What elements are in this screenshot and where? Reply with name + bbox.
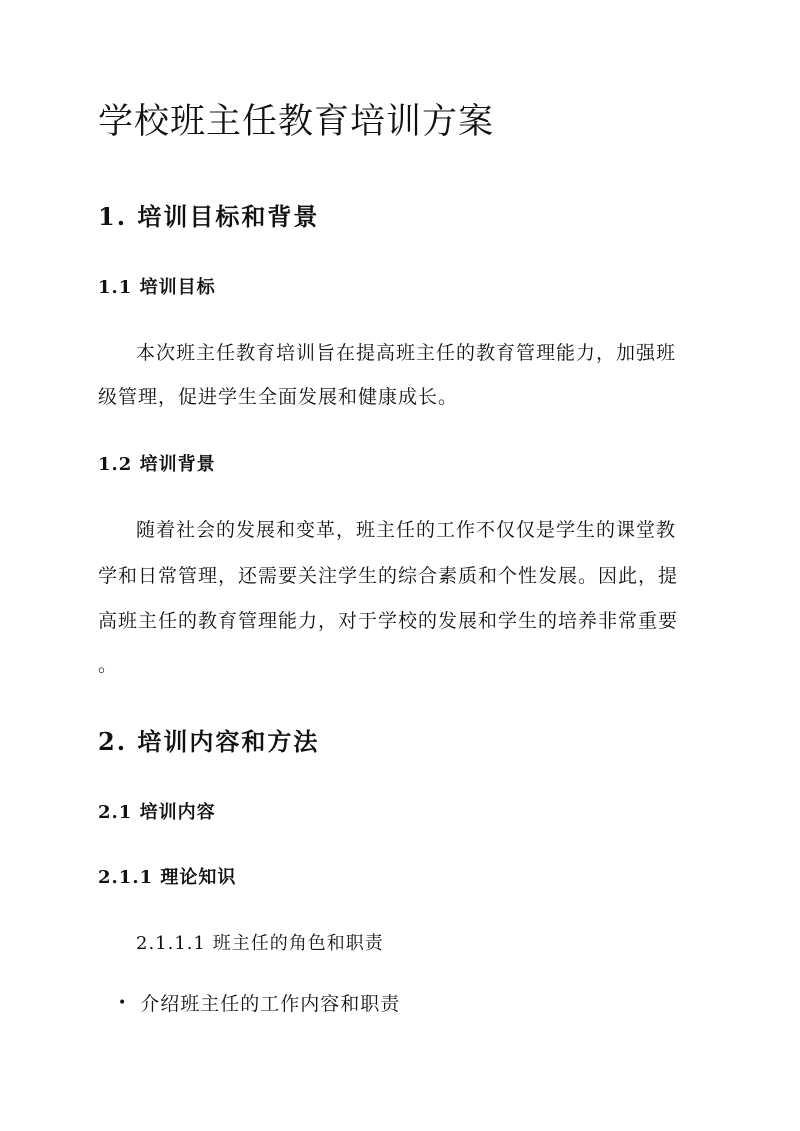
- document-title: 学校班主任教育培训方案: [98, 102, 495, 142]
- paragraph-line: 随着社会的发展和变革，班主任的工作不仅仅是学生的课堂教: [136, 519, 677, 541]
- paragraph-line: 本次班主任教育培训旨在提高班主任的教育管理能力，加强班: [136, 342, 677, 364]
- bullet-list-item: [118, 989, 400, 1016]
- paragraph-line: 学和日常管理，还需要关注学生的综合素质和个性发展。因此，提: [98, 565, 679, 587]
- paragraph-line: 高班主任的教育管理能力，对于学校的发展和学生的培养非常重要: [98, 610, 679, 632]
- section-1-2-heading: 1.2 培训背景: [98, 454, 216, 475]
- section-2-1-heading: 2.1 培训内容: [98, 802, 216, 823]
- paragraph-line: 。: [98, 654, 119, 676]
- section-2-1-1-heading: 2.1.1 理论知识: [98, 867, 237, 888]
- section-2-heading: 2. 培训内容和方法: [98, 727, 320, 756]
- section-1-1-heading: 1.1 培训目标: [98, 277, 216, 298]
- section-1-heading: 1. 培训目标和背景: [98, 202, 320, 231]
- section-2-1-1-1-heading: 2.1.1.1 班主任的角色和职责: [136, 933, 384, 954]
- bullet-marker: •: [118, 994, 127, 1011]
- paragraph-line: 级管理，促进学生全面发展和健康成长。: [98, 386, 459, 408]
- bullet-text: 介绍班主任的工作内容和职责: [140, 993, 401, 1015]
